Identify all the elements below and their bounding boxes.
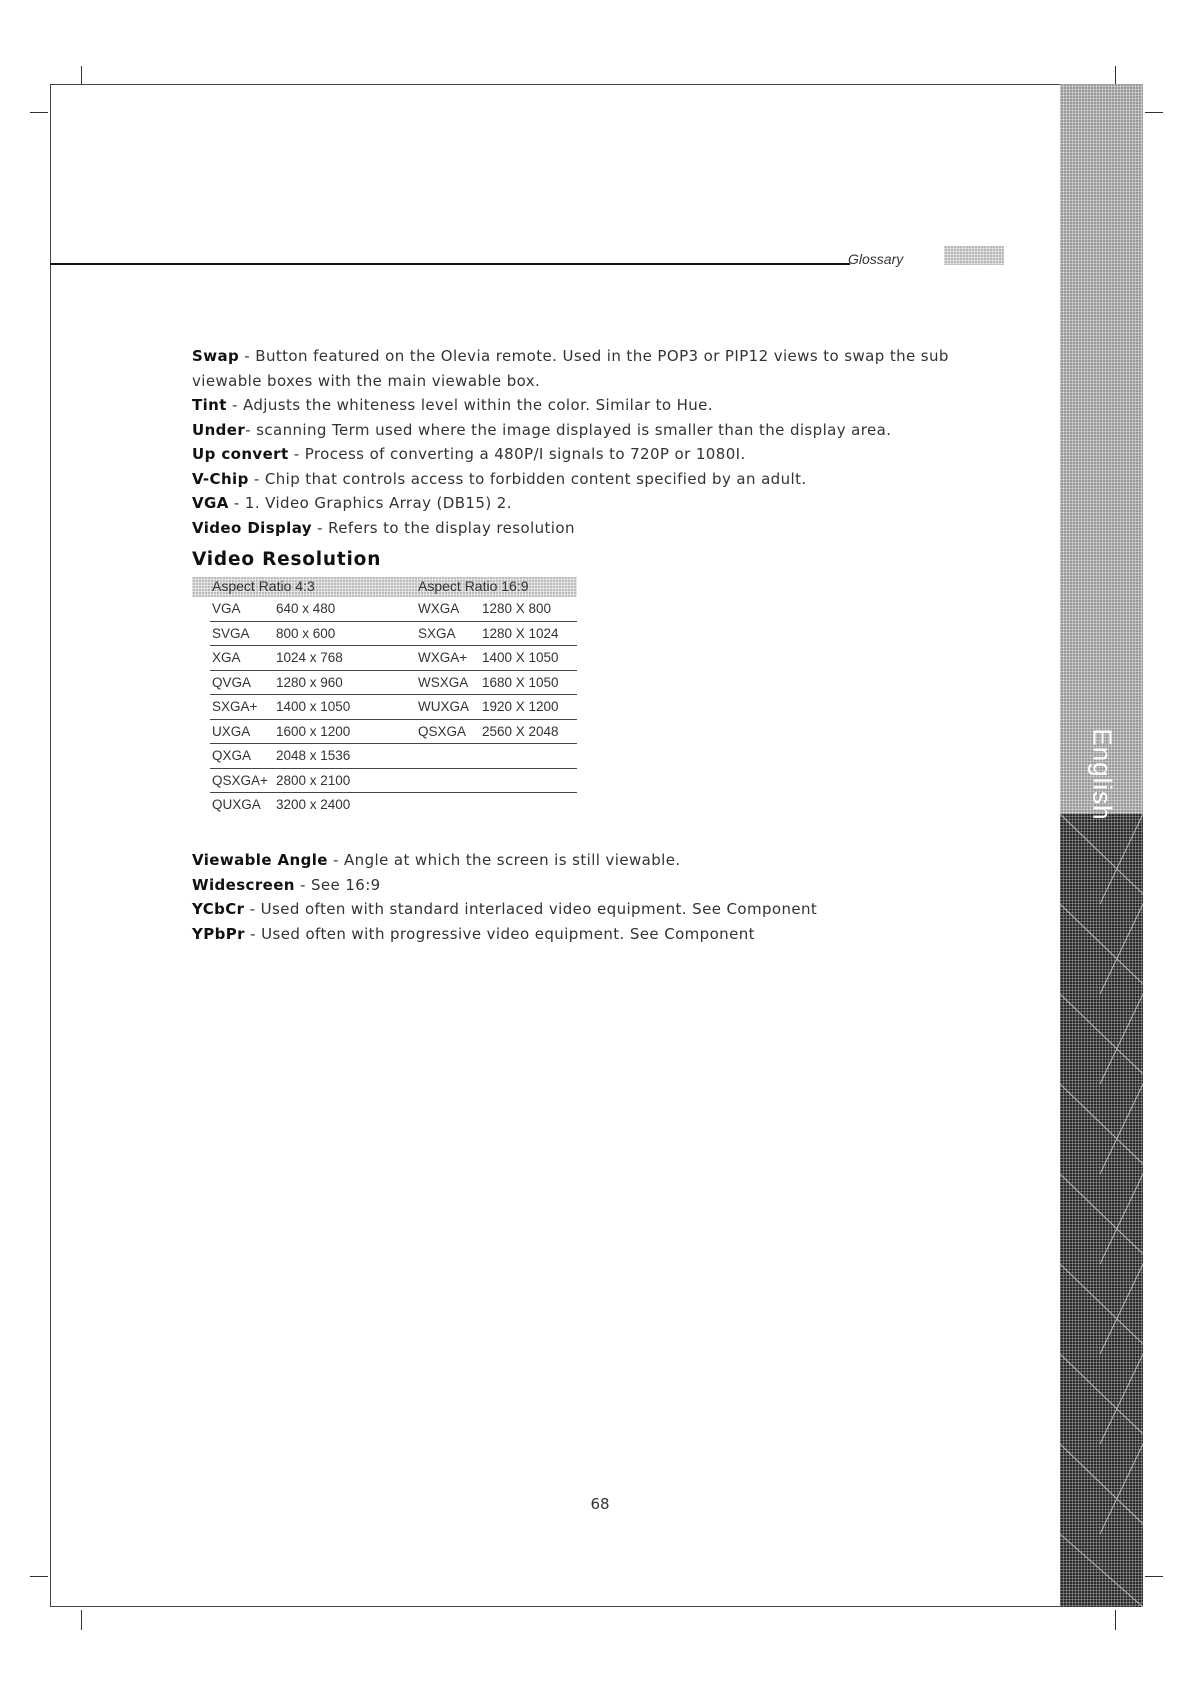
- glossary-term: V-Chip: [192, 469, 249, 488]
- resolution-16-9: 1280 X 800: [482, 601, 552, 616]
- glossary-entry: [192, 897, 992, 922]
- video-resolution-heading: Video Resolution: [192, 549, 382, 570]
- table-row: [192, 671, 577, 696]
- page-number: 68: [590, 1495, 610, 1513]
- glossary-entry: [192, 873, 992, 898]
- glossary-definition: - Button featured on the Olevia remote. Used in the POP3 or PIP12 views to swap the sub viewable boxes with the main viewable box.: [192, 347, 949, 390]
- resolution-16-9: 1280 X 1024: [482, 625, 559, 641]
- glossary-definition: - Process of converting a 480P/I signals to 720P or 1080I.: [288, 445, 746, 463]
- format-name-16-9: WSXGA: [418, 674, 469, 690]
- table-row: [192, 793, 577, 818]
- format-name-16-9: WXGA+: [418, 650, 468, 665]
- format-name-4-3: QXGA: [212, 748, 252, 763]
- resolution-4-3: 1024 x 768: [276, 650, 343, 665]
- resolution-4-3: 640 x 480: [276, 601, 336, 616]
- format-name-16-9: WUXGA: [418, 699, 470, 714]
- glossary-term: Tint: [192, 396, 227, 414]
- glossary-term: Viewable Angle: [192, 851, 328, 869]
- crop-mark: [1145, 1576, 1163, 1577]
- header-tab-decoration: [944, 246, 1004, 265]
- crop-mark: [81, 66, 82, 84]
- section-title: Glossary: [848, 251, 904, 267]
- table-row: [192, 646, 577, 671]
- page-frame-top: [50, 84, 1143, 85]
- glossary-definition: - Refers to the display resolution: [311, 518, 575, 537]
- resolution-16-9: 1920 X 1200: [482, 699, 559, 714]
- glossary-definition: - Chip that controls access to forbidden content specified by an adult.: [248, 469, 807, 488]
- glossary-term: VGA: [192, 494, 229, 512]
- sidebar-dark-panel: [1060, 814, 1143, 1607]
- resolution-16-9: 1400 X 1050: [482, 650, 559, 665]
- table-row: [192, 744, 577, 769]
- format-name-4-3: QSXGA+: [212, 772, 268, 788]
- glossary-entry: [192, 516, 992, 541]
- format-name-16-9: QSXGA: [418, 723, 467, 739]
- glossary-list-top: [192, 344, 992, 540]
- glossary-term: YPbPr: [192, 924, 245, 943]
- resolution-4-3: 2048 x 1536: [276, 748, 351, 763]
- resolution-4-3: 1280 x 960: [276, 674, 343, 690]
- table-row: [192, 720, 577, 745]
- format-name-4-3: XGA: [212, 650, 241, 665]
- sidebar-diagonal-pattern: [1060, 814, 1143, 1607]
- page-frame-bottom: [50, 1606, 1143, 1607]
- header-rule: [50, 263, 850, 265]
- glossary-definition: - Used often with progressive video equipment. See Component: [244, 924, 755, 943]
- glossary-entry: [192, 393, 992, 418]
- glossary-entry: [192, 848, 992, 873]
- table-row: [192, 622, 577, 647]
- resolution-4-3: 2800 x 2100: [276, 772, 351, 788]
- resolution-4-3: 800 x 600: [276, 625, 336, 641]
- glossary-term: Video Display: [192, 518, 312, 537]
- crop-mark: [30, 112, 48, 113]
- glossary-list-bottom: [192, 848, 992, 946]
- language-text: English: [1087, 727, 1118, 821]
- glossary-term: YCbCr: [192, 900, 245, 918]
- table-row: [192, 769, 577, 794]
- sidebar-language-label: [1068, 724, 1136, 824]
- format-name-4-3: SVGA: [212, 625, 250, 641]
- format-name-4-3: SXGA+: [212, 699, 258, 714]
- format-name-16-9: WXGA: [418, 601, 460, 616]
- table-row: [192, 695, 577, 720]
- glossary-entry: [192, 344, 992, 393]
- column-header-4-3: Aspect Ratio 4:3: [212, 578, 315, 594]
- video-resolution-table: [192, 577, 577, 818]
- glossary-entry: [192, 418, 992, 443]
- resolution-16-9: 2560 X 2048: [482, 723, 559, 739]
- glossary-definition: - 1. Video Graphics Array (DB15) 2.: [228, 494, 512, 512]
- glossary-definition: - Adjusts the whiteness level within the color. Similar to Hue.: [226, 396, 713, 414]
- format-name-4-3: QUXGA: [212, 797, 261, 812]
- column-header-16-9: Aspect Ratio 16:9: [418, 578, 529, 594]
- glossary-definition: - Used often with standard interlaced video equipment. See Component: [244, 900, 818, 918]
- glossary-entry: [192, 491, 992, 516]
- crop-mark: [1145, 112, 1163, 113]
- glossary-term: Up convert: [192, 445, 289, 463]
- language-sidebar: [1060, 84, 1143, 1607]
- glossary-definition: - Angle at which the screen is still viewable.: [327, 851, 681, 869]
- glossary-entry: [192, 922, 992, 947]
- glossary-entry: [192, 442, 992, 467]
- table-header: [192, 577, 577, 597]
- crop-mark: [81, 1610, 82, 1630]
- table-row: [192, 597, 577, 622]
- format-name-4-3: VGA: [212, 601, 241, 616]
- glossary-term: Widescreen: [192, 875, 295, 894]
- resolution-4-3: 1400 x 1050: [276, 699, 351, 714]
- resolution-4-3: 3200 x 2400: [276, 797, 351, 812]
- crop-mark: [1115, 1610, 1116, 1630]
- format-name-4-3: UXGA: [212, 723, 251, 739]
- glossary-definition: - See 16:9: [294, 875, 381, 894]
- crop-mark: [30, 1576, 48, 1577]
- format-name-4-3: QVGA: [212, 674, 252, 690]
- glossary-definition: - scanning Term used where the image displayed is smaller than the display area.: [245, 420, 892, 439]
- crop-mark: [1115, 66, 1116, 84]
- resolution-16-9: 1680 X 1050: [482, 674, 559, 690]
- glossary-term: Under: [192, 420, 246, 439]
- glossary-entry: [192, 467, 992, 492]
- resolution-4-3: 1600 x 1200: [276, 723, 351, 739]
- format-name-16-9: SXGA: [418, 625, 456, 641]
- page-frame-left: [50, 84, 51, 1607]
- glossary-term: Swap: [192, 347, 240, 365]
